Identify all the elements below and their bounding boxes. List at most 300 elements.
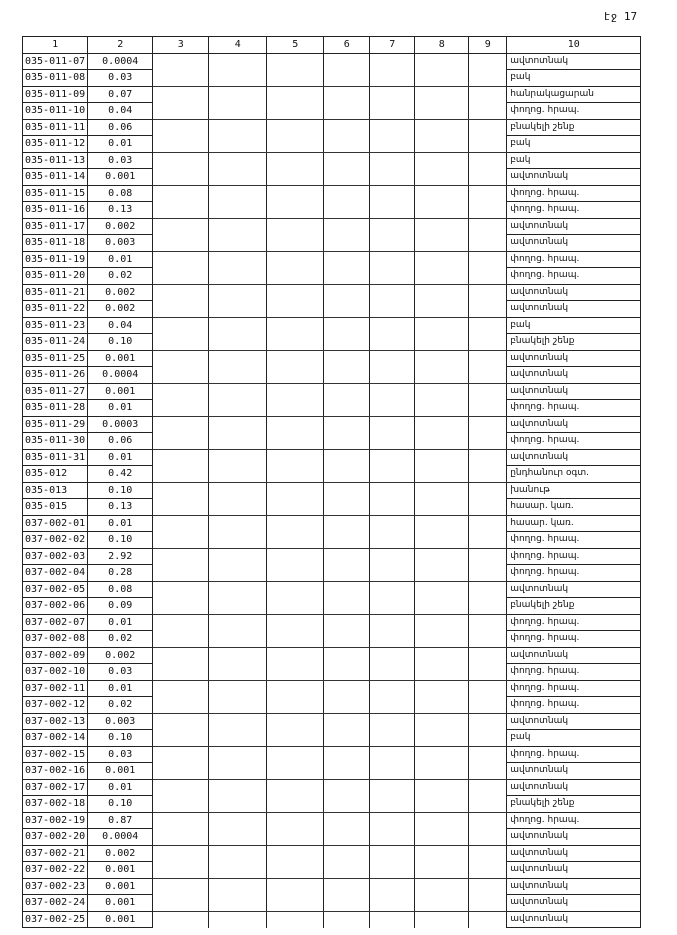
empty-cell	[209, 400, 267, 417]
empty-cell	[370, 70, 415, 87]
land-use-description: ավտոտնակ	[507, 169, 641, 186]
land-use-description: փողոց. հրապ.	[507, 680, 641, 697]
empty-cell	[415, 581, 469, 598]
table-row	[23, 911, 641, 928]
empty-cell	[370, 268, 415, 285]
empty-cell	[153, 350, 209, 367]
parcel-code: 037-002-16	[23, 763, 88, 780]
empty-cell	[469, 301, 507, 318]
empty-cell	[209, 70, 267, 87]
empty-cell	[469, 581, 507, 598]
empty-cell	[370, 169, 415, 186]
empty-cell	[370, 53, 415, 70]
empty-cell	[267, 746, 324, 763]
land-use-description: ընդհանուր օգտ.	[507, 466, 641, 483]
table-header-row	[23, 37, 641, 54]
empty-cell	[415, 614, 469, 631]
empty-cell	[469, 598, 507, 615]
empty-cell	[209, 713, 267, 730]
empty-cell	[370, 895, 415, 912]
parcel-code: 035-011-08	[23, 70, 88, 87]
empty-cell	[209, 664, 267, 681]
empty-cell	[370, 136, 415, 153]
empty-cell	[469, 400, 507, 417]
empty-cell	[267, 614, 324, 631]
empty-cell	[324, 268, 370, 285]
empty-cell	[209, 152, 267, 169]
area-value: 0.02	[88, 268, 153, 285]
table-row	[23, 251, 641, 268]
empty-cell	[153, 317, 209, 334]
empty-cell	[469, 664, 507, 681]
parcel-code: 037-002-17	[23, 779, 88, 796]
empty-cell	[324, 53, 370, 70]
land-use-description: ավտոտնակ	[507, 367, 641, 384]
empty-cell	[370, 779, 415, 796]
empty-cell	[415, 878, 469, 895]
empty-cell	[415, 433, 469, 450]
empty-cell	[267, 235, 324, 252]
empty-cell	[469, 862, 507, 879]
empty-cell	[469, 119, 507, 136]
empty-cell	[267, 251, 324, 268]
empty-cell	[415, 829, 469, 846]
empty-cell	[370, 631, 415, 648]
land-use-description: փողոց. հրապ.	[507, 202, 641, 219]
empty-cell	[415, 713, 469, 730]
empty-cell	[153, 301, 209, 318]
parcel-code: 037-002-21	[23, 845, 88, 862]
area-value: 0.01	[88, 251, 153, 268]
empty-cell	[324, 664, 370, 681]
empty-cell	[469, 416, 507, 433]
empty-cell	[415, 334, 469, 351]
empty-cell	[324, 218, 370, 235]
empty-cell	[153, 433, 209, 450]
empty-cell	[469, 730, 507, 747]
empty-cell	[370, 680, 415, 697]
land-use-description: փողոց. հրապ.	[507, 268, 641, 285]
empty-cell	[267, 878, 324, 895]
empty-cell	[209, 499, 267, 516]
empty-cell	[415, 680, 469, 697]
parcel-code: 037-002-13	[23, 713, 88, 730]
empty-cell	[324, 779, 370, 796]
empty-cell	[267, 647, 324, 664]
empty-cell	[415, 779, 469, 796]
empty-cell	[209, 169, 267, 186]
land-use-description: ավտոտնակ	[507, 416, 641, 433]
table-row	[23, 746, 641, 763]
empty-cell	[153, 284, 209, 301]
empty-cell	[267, 548, 324, 565]
land-use-description: բնակելի շենք	[507, 598, 641, 615]
empty-cell	[209, 317, 267, 334]
empty-cell	[267, 103, 324, 120]
empty-cell	[153, 400, 209, 417]
empty-cell	[209, 284, 267, 301]
empty-cell	[267, 383, 324, 400]
land-use-description: փողոց. հրապ.	[507, 664, 641, 681]
empty-cell	[267, 70, 324, 87]
table-row	[23, 103, 641, 120]
area-value: 0.04	[88, 103, 153, 120]
empty-cell	[267, 664, 324, 681]
empty-cell	[209, 878, 267, 895]
column-header-6: 6	[324, 37, 370, 54]
empty-cell	[209, 812, 267, 829]
area-value: 0.10	[88, 730, 153, 747]
empty-cell	[324, 697, 370, 714]
area-value: 0.13	[88, 499, 153, 516]
table-row	[23, 202, 641, 219]
land-use-description: հասար. կառ.	[507, 499, 641, 516]
empty-cell	[415, 350, 469, 367]
parcel-code: 035-011-28	[23, 400, 88, 417]
parcel-code: 037-002-18	[23, 796, 88, 813]
empty-cell	[324, 581, 370, 598]
empty-cell	[370, 565, 415, 582]
parcel-code: 035-011-14	[23, 169, 88, 186]
empty-cell	[324, 433, 370, 450]
empty-cell	[469, 169, 507, 186]
table-row	[23, 614, 641, 631]
land-use-description: բակ	[507, 730, 641, 747]
area-value: 0.03	[88, 746, 153, 763]
empty-cell	[153, 895, 209, 912]
empty-cell	[415, 763, 469, 780]
empty-cell	[415, 598, 469, 615]
area-value: 0.0003	[88, 416, 153, 433]
empty-cell	[469, 449, 507, 466]
empty-cell	[415, 499, 469, 516]
empty-cell	[415, 631, 469, 648]
area-value: 0.01	[88, 614, 153, 631]
land-use-description: ավտոտնակ	[507, 911, 641, 928]
empty-cell	[324, 152, 370, 169]
empty-cell	[370, 317, 415, 334]
land-use-description: փողոց. հրապ.	[507, 746, 641, 763]
parcel-code: 037-002-22	[23, 862, 88, 879]
empty-cell	[153, 779, 209, 796]
empty-cell	[267, 185, 324, 202]
empty-cell	[469, 268, 507, 285]
parcel-code: 037-002-10	[23, 664, 88, 681]
empty-cell	[324, 845, 370, 862]
table-row	[23, 383, 641, 400]
empty-cell	[209, 334, 267, 351]
land-use-description: ավտոտնակ	[507, 284, 641, 301]
parcel-code: 037-002-03	[23, 548, 88, 565]
empty-cell	[153, 730, 209, 747]
parcel-code: 037-002-11	[23, 680, 88, 697]
empty-cell	[469, 548, 507, 565]
empty-cell	[267, 284, 324, 301]
empty-cell	[209, 119, 267, 136]
area-value: 2.92	[88, 548, 153, 565]
column-header-5: 5	[267, 37, 324, 54]
empty-cell	[370, 532, 415, 549]
empty-cell	[153, 631, 209, 648]
column-header-1: 1	[23, 37, 88, 54]
empty-cell	[209, 433, 267, 450]
area-value: 0.002	[88, 301, 153, 318]
parcel-code: 035-011-20	[23, 268, 88, 285]
empty-cell	[209, 829, 267, 846]
empty-cell	[209, 202, 267, 219]
parcel-code: 035-011-09	[23, 86, 88, 103]
table-row	[23, 631, 641, 648]
parcel-code: 037-002-07	[23, 614, 88, 631]
land-use-description: փողոց. հրապ.	[507, 697, 641, 714]
empty-cell	[370, 367, 415, 384]
empty-cell	[324, 631, 370, 648]
empty-cell	[209, 730, 267, 747]
empty-cell	[267, 499, 324, 516]
empty-cell	[267, 581, 324, 598]
area-value: 0.0004	[88, 53, 153, 70]
land-use-description: ավտոտնակ	[507, 878, 641, 895]
empty-cell	[209, 565, 267, 582]
column-header-8: 8	[415, 37, 469, 54]
table-row	[23, 416, 641, 433]
empty-cell	[324, 383, 370, 400]
empty-cell	[415, 284, 469, 301]
empty-cell	[370, 86, 415, 103]
area-value: 0.02	[88, 631, 153, 648]
table-row	[23, 70, 641, 87]
parcel-code: 037-002-25	[23, 911, 88, 928]
empty-cell	[415, 466, 469, 483]
empty-cell	[469, 515, 507, 532]
empty-cell	[370, 664, 415, 681]
empty-cell	[415, 317, 469, 334]
land-use-description: ավտոտնակ	[507, 845, 641, 862]
empty-cell	[370, 581, 415, 598]
empty-cell	[469, 878, 507, 895]
empty-cell	[324, 235, 370, 252]
empty-cell	[209, 845, 267, 862]
parcel-code: 037-002-08	[23, 631, 88, 648]
empty-cell	[469, 845, 507, 862]
empty-cell	[370, 713, 415, 730]
table-row	[23, 812, 641, 829]
empty-cell	[267, 169, 324, 186]
empty-cell	[267, 334, 324, 351]
empty-cell	[153, 862, 209, 879]
empty-cell	[370, 829, 415, 846]
empty-cell	[267, 730, 324, 747]
empty-cell	[469, 911, 507, 928]
table-row	[23, 433, 641, 450]
empty-cell	[267, 565, 324, 582]
empty-cell	[469, 713, 507, 730]
empty-cell	[209, 763, 267, 780]
empty-cell	[267, 433, 324, 450]
empty-cell	[267, 317, 324, 334]
empty-cell	[469, 466, 507, 483]
empty-cell	[209, 796, 267, 813]
empty-cell	[153, 169, 209, 186]
table-row	[23, 598, 641, 615]
empty-cell	[415, 53, 469, 70]
empty-cell	[267, 631, 324, 648]
table-row	[23, 185, 641, 202]
parcel-code: 037-002-12	[23, 697, 88, 714]
empty-cell	[370, 383, 415, 400]
empty-cell	[324, 713, 370, 730]
empty-cell	[209, 185, 267, 202]
area-value: 0.01	[88, 779, 153, 796]
parcel-code: 035-013	[23, 482, 88, 499]
area-value: 0.03	[88, 152, 153, 169]
land-use-description: ավտոտնակ	[507, 53, 641, 70]
empty-cell	[153, 383, 209, 400]
parcel-code: 035-011-22	[23, 301, 88, 318]
empty-cell	[267, 136, 324, 153]
area-value: 0.001	[88, 878, 153, 895]
empty-cell	[267, 218, 324, 235]
empty-cell	[153, 86, 209, 103]
land-use-description: ավտոտնակ	[507, 779, 641, 796]
land-use-description: բնակելի շենք	[507, 796, 641, 813]
land-use-description: փողոց. հրապ.	[507, 532, 641, 549]
area-value: 0.03	[88, 664, 153, 681]
table-row	[23, 350, 641, 367]
column-header-4: 4	[209, 37, 267, 54]
empty-cell	[415, 862, 469, 879]
empty-cell	[324, 812, 370, 829]
empty-cell	[415, 416, 469, 433]
area-value: 0.28	[88, 565, 153, 582]
area-value: 0.01	[88, 449, 153, 466]
area-value: 0.08	[88, 581, 153, 598]
table-row	[23, 829, 641, 846]
column-header-2: 2	[88, 37, 153, 54]
table-body	[23, 53, 641, 928]
parcel-code: 035-011-27	[23, 383, 88, 400]
empty-cell	[469, 235, 507, 252]
land-use-description: փողոց. հրապ.	[507, 433, 641, 450]
empty-cell	[209, 86, 267, 103]
empty-cell	[324, 119, 370, 136]
parcel-code: 035-011-10	[23, 103, 88, 120]
parcel-code: 037-002-02	[23, 532, 88, 549]
parcel-code: 037-002-05	[23, 581, 88, 598]
area-value: 0.001	[88, 911, 153, 928]
empty-cell	[153, 268, 209, 285]
empty-cell	[324, 730, 370, 747]
empty-cell	[415, 664, 469, 681]
empty-cell	[153, 103, 209, 120]
empty-cell	[209, 235, 267, 252]
table-row	[23, 235, 641, 252]
empty-cell	[153, 565, 209, 582]
empty-cell	[370, 301, 415, 318]
empty-cell	[324, 103, 370, 120]
empty-cell	[469, 317, 507, 334]
empty-cell	[209, 383, 267, 400]
empty-cell	[153, 697, 209, 714]
empty-cell	[415, 911, 469, 928]
area-value: 0.01	[88, 680, 153, 697]
table-row	[23, 713, 641, 730]
area-value: 0.003	[88, 713, 153, 730]
empty-cell	[324, 317, 370, 334]
parcel-code: 035-011-17	[23, 218, 88, 235]
empty-cell	[469, 103, 507, 120]
empty-cell	[415, 697, 469, 714]
area-value: 0.0004	[88, 367, 153, 384]
empty-cell	[324, 301, 370, 318]
empty-cell	[415, 730, 469, 747]
empty-cell	[267, 812, 324, 829]
empty-cell	[267, 466, 324, 483]
empty-cell	[153, 482, 209, 499]
empty-cell	[324, 449, 370, 466]
land-use-description: փողոց. հրապ.	[507, 631, 641, 648]
empty-cell	[469, 647, 507, 664]
land-use-description: բնակելի շենք	[507, 334, 641, 351]
parcel-code: 035-011-26	[23, 367, 88, 384]
empty-cell	[209, 367, 267, 384]
table-row	[23, 565, 641, 582]
parcel-code: 035-012	[23, 466, 88, 483]
empty-cell	[267, 911, 324, 928]
parcel-code: 035-011-19	[23, 251, 88, 268]
empty-cell	[267, 796, 324, 813]
land-use-description: բակ	[507, 317, 641, 334]
empty-cell	[209, 218, 267, 235]
parcel-code: 035-011-16	[23, 202, 88, 219]
empty-cell	[153, 416, 209, 433]
parcel-code: 035-011-23	[23, 317, 88, 334]
land-use-description: փողոց. հրապ.	[507, 185, 641, 202]
area-value: 0.01	[88, 515, 153, 532]
area-value: 0.42	[88, 466, 153, 483]
empty-cell	[209, 103, 267, 120]
empty-cell	[324, 598, 370, 615]
empty-cell	[415, 895, 469, 912]
empty-cell	[324, 284, 370, 301]
empty-cell	[267, 680, 324, 697]
empty-cell	[153, 202, 209, 219]
empty-cell	[415, 218, 469, 235]
empty-cell	[267, 532, 324, 549]
empty-cell	[370, 911, 415, 928]
empty-cell	[209, 515, 267, 532]
area-value: 0.002	[88, 647, 153, 664]
empty-cell	[415, 119, 469, 136]
empty-cell	[370, 730, 415, 747]
empty-cell	[415, 400, 469, 417]
area-value: 0.01	[88, 136, 153, 153]
empty-cell	[370, 614, 415, 631]
empty-cell	[209, 416, 267, 433]
empty-cell	[370, 350, 415, 367]
table-row	[23, 895, 641, 912]
empty-cell	[370, 284, 415, 301]
empty-cell	[324, 532, 370, 549]
empty-cell	[153, 218, 209, 235]
land-use-description: բակ	[507, 152, 641, 169]
table-row	[23, 763, 641, 780]
parcel-code: 037-002-04	[23, 565, 88, 582]
empty-cell	[153, 235, 209, 252]
empty-cell	[324, 680, 370, 697]
empty-cell	[370, 697, 415, 714]
empty-cell	[469, 185, 507, 202]
